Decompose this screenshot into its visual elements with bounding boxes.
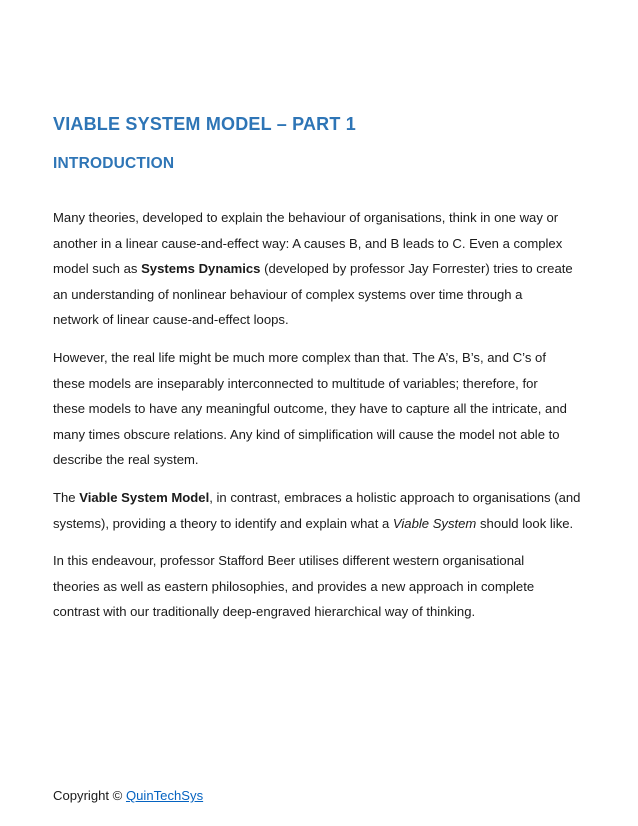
text-line: contrast with our traditionally deep-engraved hierarchical way of thinking. <box>53 604 476 620</box>
paragraph-4 <box>53 548 593 625</box>
document-title: VIABLE SYSTEM MODEL – PART 1 <box>53 114 356 134</box>
text-line: In this endeavour, professor Stafford Beer utilises different western organisational <box>53 553 525 569</box>
text-line: model such as Systems Dynamics (developed by professor Jay Forrester) tries to create <box>53 261 573 277</box>
text-line: describe the real system. <box>53 452 199 468</box>
text-line: network of linear cause-and-effect loops. <box>53 312 289 328</box>
paragraph-3 <box>53 485 593 536</box>
text-line: these models are inseparably interconnected to multitude of variables; therefore, for <box>53 375 538 391</box>
text-line: theories as well as eastern philosophies, and provides a new approach in complete <box>53 578 535 594</box>
section-heading: INTRODUCTION <box>53 155 175 172</box>
company-link[interactable]: QuinTechSys <box>125 788 204 803</box>
text-line: an understanding of nonlinear behaviour of complex systems over time through a <box>53 286 523 302</box>
paragraph-2 <box>53 345 593 473</box>
paragraph-1 <box>53 205 593 333</box>
text-line: systems), providing a theory to identify and explain what a Viable System should look like. <box>53 515 574 531</box>
document-page <box>53 0 593 826</box>
text-line: Many theories, developed to explain the behaviour of organisations, think in one way or <box>53 210 559 225</box>
italic-term: Viable System <box>392 515 477 531</box>
text-line: The Viable System Model, in contrast, embraces a holistic approach to organisations (and <box>53 489 581 505</box>
text-line: these models to have any meaningful outcome, they have to capture all the intricate, and <box>53 401 567 417</box>
text-line: However, the real life might be much more complex than that. The A’s, B’s, and C’s of <box>53 349 546 365</box>
page-footer <box>53 786 203 806</box>
text-line: another in a linear cause-and-effect way: A causes B, and B leads to C. Even a complex <box>53 235 563 251</box>
copyright-text: Copyright © <box>53 788 126 803</box>
text-line: many times obscure relations. Any kind of simplification will cause the model not able to <box>53 426 560 442</box>
bold-term: Viable System Model <box>79 489 210 505</box>
bold-term: Systems Dynamics <box>141 261 261 277</box>
body-text <box>53 205 593 637</box>
